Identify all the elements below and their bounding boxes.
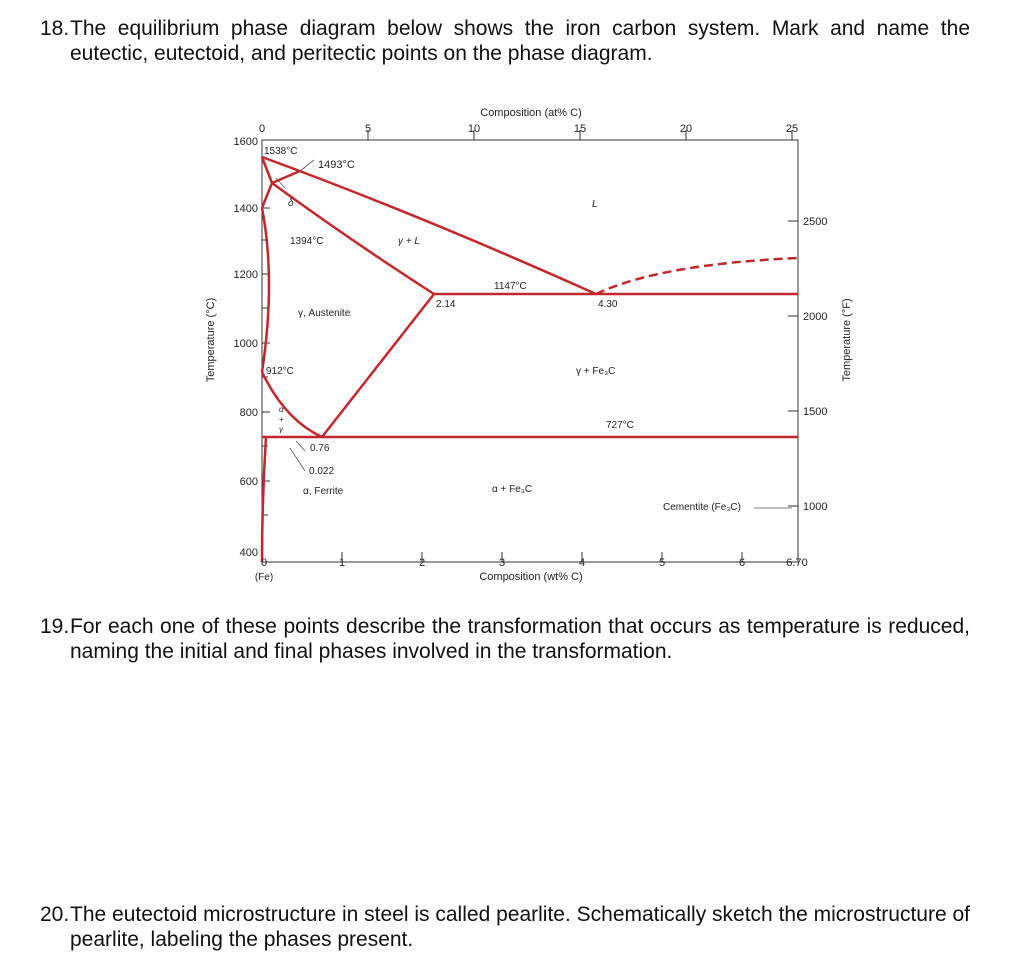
label-4-30: 4.30 xyxy=(598,299,618,310)
bottom-axis-title: Composition (wt% C) xyxy=(479,571,583,583)
label-727c: 727°C xyxy=(606,420,634,431)
label-alpha-small: α xyxy=(279,405,284,414)
bottom-tick-label: 3 xyxy=(498,557,506,569)
delta-region-boundary xyxy=(262,157,272,208)
right-tick-label: 1000 xyxy=(803,501,828,513)
bottom-tick-label: 2 xyxy=(418,557,426,569)
ferrite-solvus xyxy=(262,437,266,562)
peritectic-line xyxy=(272,171,300,183)
top-tick-label: 25 xyxy=(785,123,799,135)
right-tick-label: 2500 xyxy=(803,216,828,228)
left-tick-label: 1200 xyxy=(233,269,258,281)
left-tick-label: 600 xyxy=(239,476,258,488)
plot-frame xyxy=(262,140,798,562)
question-number: 20. xyxy=(40,903,70,926)
leader-lines xyxy=(276,160,792,508)
bottom-tick-label: 0 xyxy=(260,557,268,569)
left-tick-label: 800 xyxy=(239,407,258,419)
bottom-tick-label: 5 xyxy=(658,557,666,569)
top-tick-label: 10 xyxy=(467,123,481,135)
right-tick-label: 1500 xyxy=(803,406,828,418)
label-ferrite: α, Ferrite xyxy=(303,486,344,497)
label-0-76: 0.76 xyxy=(310,443,330,454)
left-tick-label: 1400 xyxy=(233,203,258,215)
label-gamma-small: γ xyxy=(279,425,283,434)
right-tick-marks xyxy=(788,221,798,506)
label-austenite: γ, Austenite xyxy=(298,308,351,319)
label-1394c: 1394°C xyxy=(290,236,324,247)
question-number: 18. xyxy=(40,17,70,40)
label-2-14: 2.14 xyxy=(436,299,456,310)
gamma-left-boundary xyxy=(262,208,269,372)
left-tick-label: 1600 xyxy=(233,136,258,148)
liquidus-left xyxy=(262,157,596,294)
question-number: 19. xyxy=(40,615,70,638)
top-axis-title: Composition (at% C) xyxy=(480,107,582,119)
cementite-liquidus-dashed xyxy=(596,258,798,294)
question-20 xyxy=(40,902,970,952)
top-tick-label: 15 xyxy=(573,123,587,135)
label-1493c: 1493°C xyxy=(318,159,355,171)
question-text: For each one of these points describe the transformation that occurs as temperature is reduced, naming the initial and final phases involved in the transformation. xyxy=(70,615,970,663)
label-0-022: 0.022 xyxy=(309,466,335,477)
bottom-tick-marks xyxy=(342,552,742,562)
bottom-tick-label: 4 xyxy=(578,557,586,569)
label-plus-small: + xyxy=(279,415,284,424)
bottom-tick-label: 6.70 xyxy=(786,557,808,569)
label-cementite: Cementite (Fe₃C) xyxy=(663,502,741,513)
top-tick-label: 5 xyxy=(364,123,372,135)
bottom-tick-label: 6 xyxy=(738,557,746,569)
top-tick-label: 0 xyxy=(258,123,266,135)
fe-origin-label: (Fe) xyxy=(254,572,274,583)
question-text: The equilibrium phase diagram below shows the iron carbon system. Mark and name the eutectic, eutectoid, and peritectic points on the phase diagram. xyxy=(70,17,970,65)
bottom-tick-label: 1 xyxy=(338,557,346,569)
question-19 xyxy=(40,614,970,664)
label-gamma-plus-liquid: γ + L xyxy=(398,236,420,247)
left-tick-label: 400 xyxy=(239,547,258,559)
right-axis-title: Temperature (°F) xyxy=(841,298,853,382)
label-liquid: L xyxy=(592,199,598,210)
label-1147c: 1147°C xyxy=(494,281,527,292)
a3-line xyxy=(262,372,322,437)
question-text: The eutectoid microstructure in steel is called pearlite. Schematically sketch the microstructure of pearlite, labeling the phases present. xyxy=(70,903,970,951)
label-gamma-plus-fe3c: γ + Fe₃C xyxy=(576,366,616,377)
left-axis-title: Temperature (°C) xyxy=(205,297,217,383)
label-alpha-plus-fe3c: α + Fe₃C xyxy=(492,484,533,495)
top-tick-label: 20 xyxy=(679,123,693,135)
right-tick-label: 2000 xyxy=(803,311,828,323)
left-tick-label: 1000 xyxy=(233,338,258,350)
label-1538c: 1538°C xyxy=(264,146,298,157)
label-912c: 912°C xyxy=(266,366,294,377)
label-delta: δ xyxy=(288,198,294,209)
